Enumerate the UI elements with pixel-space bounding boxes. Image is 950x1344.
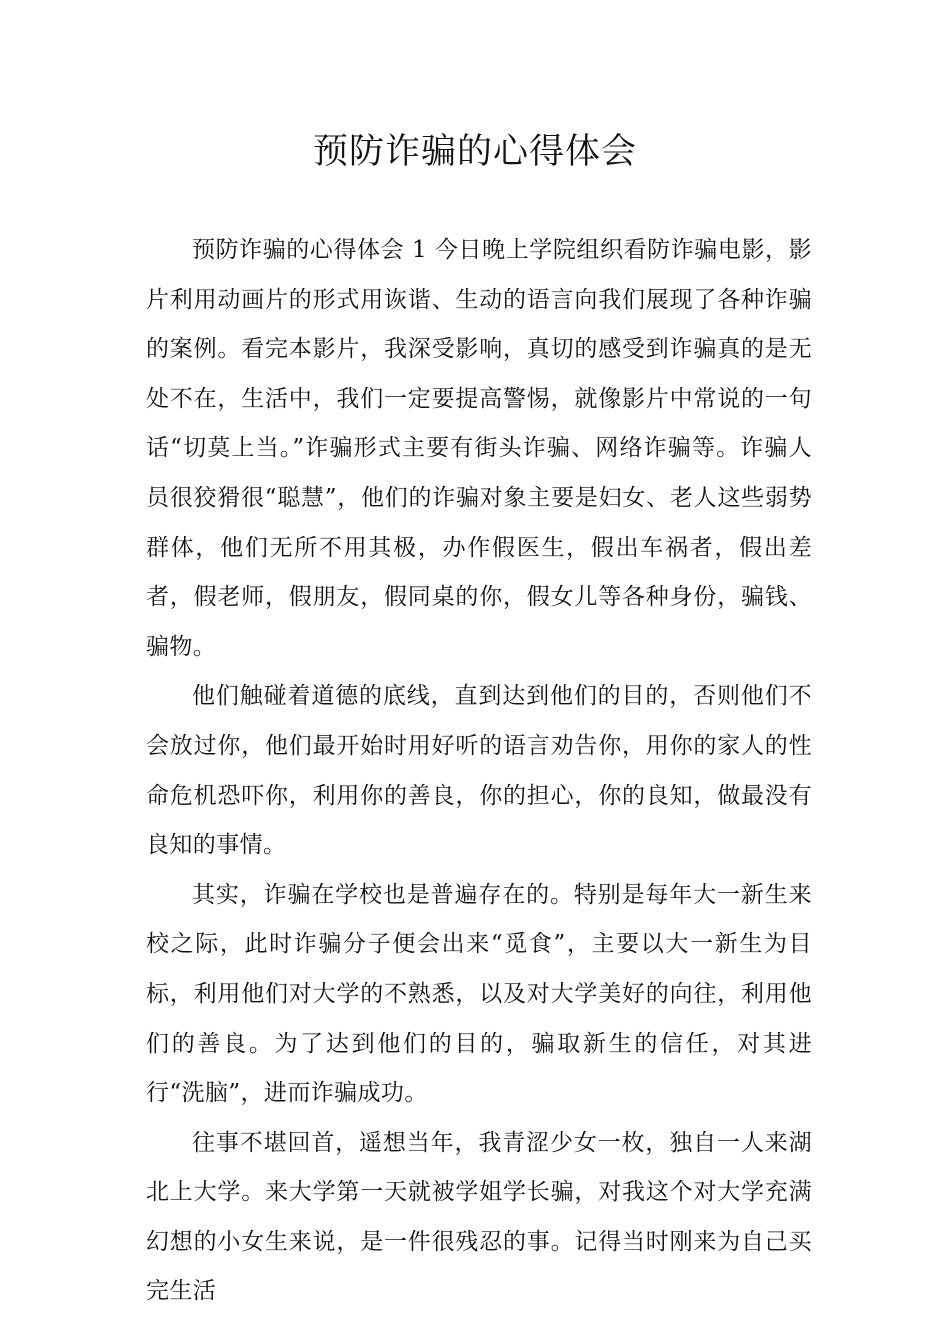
paragraph-personal-experience: 往事不堪回首，遥想当年，我青涩少女一枚，独自一人来湖北上大学。来大学第一天就被学姐学长骗，对我这个对大学充满幻想的小女生来说，是一件很残忍的事。记得当时刚来为自己买完生活	[146, 1129, 812, 1305]
paragraph-intro: 预防诈骗的心得体会 1 今日晚上学院组织看防诈骗电影，影片利用动画片的形式用诙谐、生动的语言向我们展现了各种诈骗的案例。看完本影片，我深受影响，真切的感受到诈骗真的是无处不在，生活中，我们一定要提高警惕，就像影片中常说的一句话“切莫上当。”诈骗形式主要有街头诈骗、网络诈骗等。诈骗人员很狡猾很“聪慧”，他们的诈骗对象主要是妇女、老人这些弱势群体，他们无所不用其极，办作假医生，假出车祸者，假出差者，假老师，假朋友，假同桌的你，假女儿等各种身份，骗钱、骗物。	[146, 237, 812, 660]
document-title: 预防诈骗的心得体会	[312, 132, 637, 172]
document-body	[146, 226, 812, 1317]
paragraph-campus-fraud: 其实，诈骗在学校也是普遍存在的。特别是每年大一新生来校之际，此时诈骗分子便会出来“觅食”，主要以大一新生为目标，利用他们对大学的不熟悉，以及对大学美好的向往，利用他们的善良。为了达到他们的目的，骗取新生的信任，对其进行“洗脑”，进而诈骗成功。	[146, 881, 812, 1107]
paragraph-moral-bottom-line: 他们触碰着道德的底线，直到达到他们的目的，否则他们不会放过你，他们最开始时用好听的语言劝告你，用你的家人的性命危机恐吓你，利用你的善良，你的担心，你的良知，做最没有良知的事情。	[146, 683, 812, 859]
